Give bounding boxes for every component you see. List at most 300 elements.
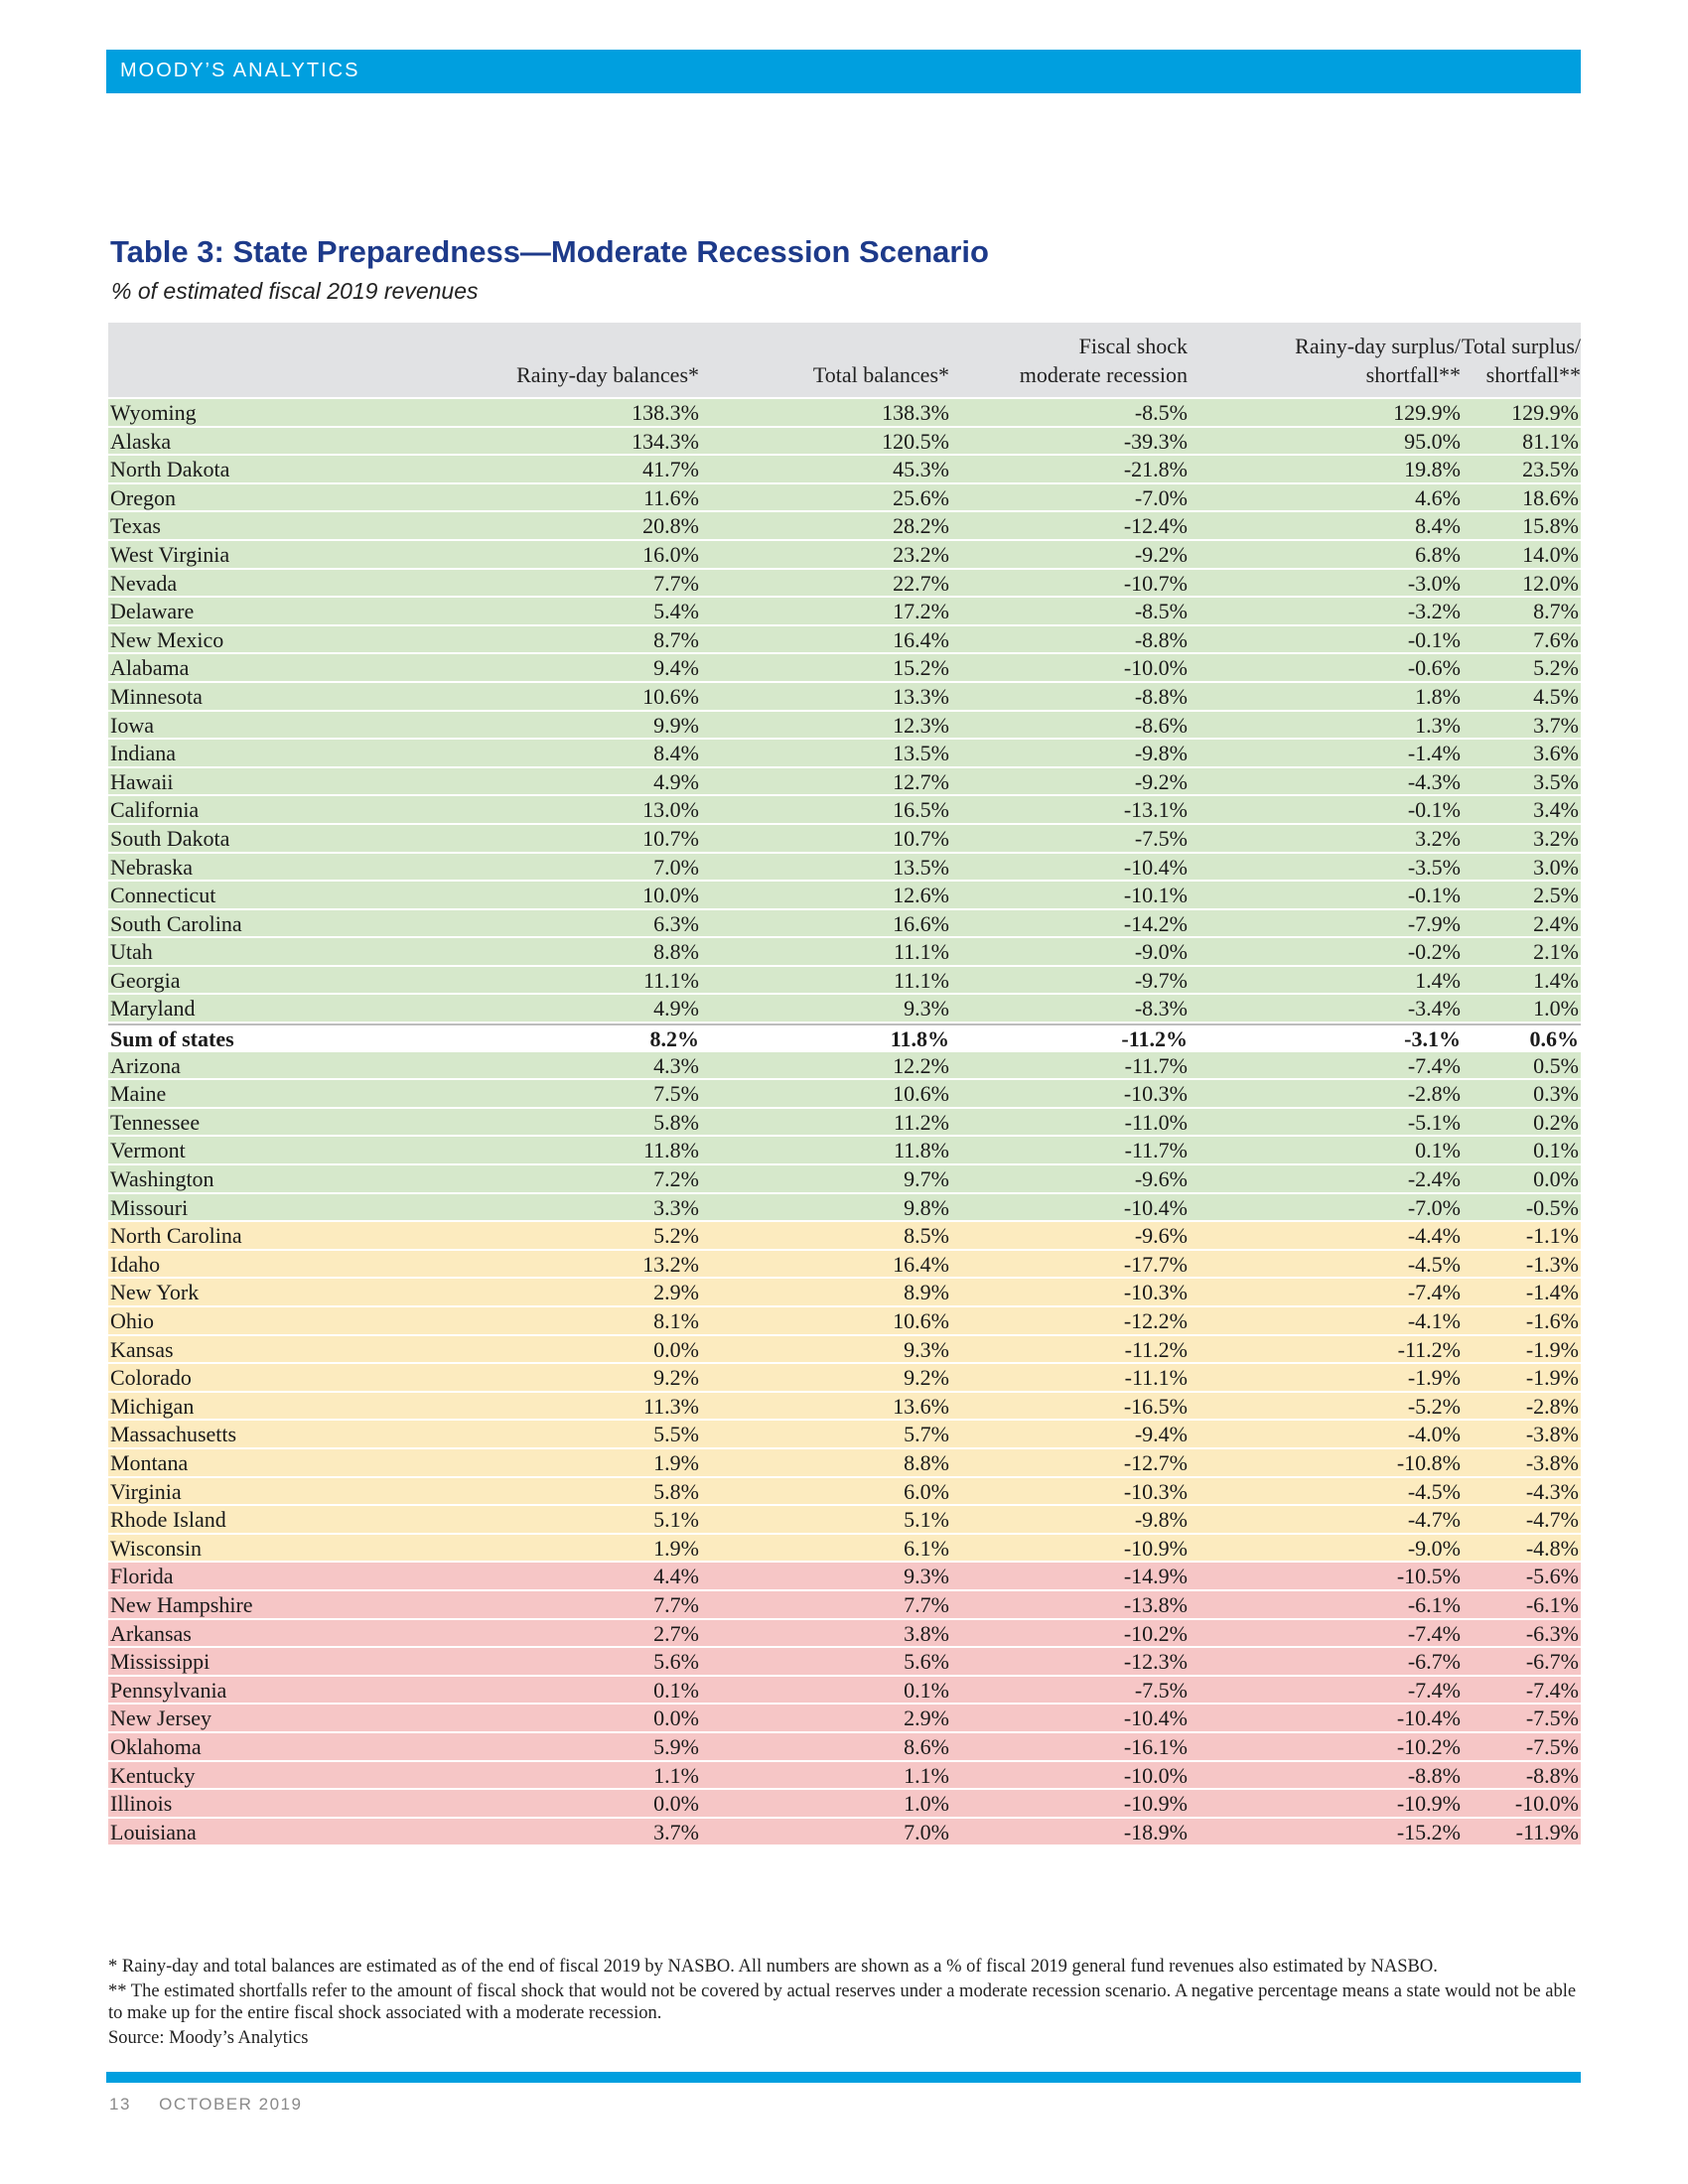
total-surplus-cell: 3.5%: [1533, 768, 1579, 794]
fiscal-shock-cell: -18.9%: [1123, 1819, 1188, 1844]
total-surplus-cell: -3.8%: [1525, 1422, 1579, 1447]
rainy-day-surplus-cell: 0.1%: [1415, 1138, 1461, 1163]
total-balance-cell: 5.7%: [904, 1422, 949, 1447]
rainy-day-surplus-cell: -3.2%: [1407, 599, 1461, 624]
rainy-day-balance-cell: 8.7%: [653, 626, 699, 652]
total-balance-cell: 10.7%: [893, 825, 949, 851]
total-balance-cell: 10.6%: [893, 1308, 949, 1333]
fiscal-shock-cell: -11.7%: [1124, 1138, 1188, 1163]
table-row: [108, 1194, 1581, 1223]
rainy-day-balance-cell: 5.9%: [653, 1733, 699, 1759]
rainy-day-surplus-cell: -5.2%: [1407, 1393, 1461, 1419]
state-name: Minnesota: [110, 683, 203, 709]
total-surplus-cell: -1.4%: [1525, 1280, 1579, 1305]
rainy-day-balance-cell: 5.8%: [653, 1478, 699, 1504]
table-row: [108, 1052, 1581, 1081]
total-balance-cell: 11.1%: [893, 939, 949, 965]
rainy-day-balance-cell: 5.2%: [653, 1223, 699, 1249]
fiscal-shock-cell: -12.3%: [1123, 1649, 1188, 1675]
state-name: Oregon: [110, 484, 176, 510]
state-name: Michigan: [110, 1393, 195, 1419]
total-balance-cell: 9.2%: [904, 1365, 949, 1391]
total-balance-cell: 17.2%: [893, 599, 949, 624]
total-surplus-cell: -7.5%: [1525, 1706, 1579, 1731]
state-name: Indiana: [110, 741, 176, 766]
table-row: [108, 1535, 1581, 1564]
total-surplus-cell: 1.4%: [1533, 967, 1579, 993]
state-name: North Carolina: [110, 1223, 242, 1249]
fiscal-shock-cell: -12.7%: [1123, 1449, 1188, 1475]
total-surplus-cell: 129.9%: [1511, 400, 1579, 425]
total-surplus-cell: -6.7%: [1525, 1649, 1579, 1675]
rainy-day-balance-cell: 134.3%: [632, 428, 699, 454]
state-name: Kentucky: [110, 1762, 196, 1788]
total-surplus-cell: 0.6%: [1529, 1026, 1579, 1052]
state-name: Massachusetts: [110, 1422, 237, 1447]
total-balance-cell: 12.3%: [893, 712, 949, 738]
state-name: West Virginia: [110, 541, 230, 567]
rainy-day-balance-cell: 0.0%: [653, 1706, 699, 1731]
total-surplus-cell: 2.1%: [1533, 939, 1579, 965]
rainy-day-balance-cell: 7.5%: [653, 1081, 699, 1107]
page-title: Table 3: State Preparedness—Moderate Recession Scenario: [110, 234, 989, 269]
table-row: [108, 456, 1581, 484]
rainy-day-balance-cell: 4.9%: [653, 768, 699, 794]
rainy-day-balance-cell: 20.8%: [642, 513, 699, 539]
table-row: [108, 1591, 1581, 1620]
total-balance-cell: 1.1%: [904, 1762, 949, 1788]
table-row: [108, 1222, 1581, 1251]
total-surplus-cell: -1.1%: [1525, 1223, 1579, 1249]
rainy-day-surplus-cell: 95.0%: [1404, 428, 1461, 454]
rainy-day-surplus-cell: -7.4%: [1407, 1620, 1461, 1646]
table-row: [108, 712, 1581, 741]
state-name: Utah: [110, 939, 153, 965]
rainy-day-balance-cell: 5.1%: [653, 1507, 699, 1533]
state-name: Rhode Island: [110, 1507, 226, 1533]
state-name: Kansas: [110, 1336, 174, 1362]
rainy-day-surplus-cell: -4.7%: [1407, 1507, 1461, 1533]
rainy-day-surplus-cell: -10.8%: [1396, 1449, 1461, 1475]
table-row: [108, 428, 1581, 457]
table-row: [108, 854, 1581, 883]
rainy-day-surplus-cell: -4.4%: [1407, 1223, 1461, 1249]
column-header-rainy-day-balances: Rainy-day balances*: [516, 362, 699, 387]
rainy-day-surplus-cell: -4.1%: [1407, 1308, 1461, 1333]
state-name: South Carolina: [110, 910, 242, 936]
rainy-day-surplus-cell: -7.4%: [1407, 1280, 1461, 1305]
rainy-day-surplus-cell: -4.5%: [1407, 1251, 1461, 1277]
header-bar: [106, 50, 1581, 93]
total-surplus-cell: -2.8%: [1525, 1393, 1579, 1419]
total-balance-cell: 6.1%: [904, 1535, 949, 1561]
total-balance-cell: 9.7%: [904, 1166, 949, 1192]
publication-date: OCTOBER 2019: [159, 2095, 303, 2114]
fiscal-shock-cell: -16.1%: [1123, 1733, 1188, 1759]
total-surplus-cell: 3.4%: [1533, 797, 1579, 823]
rainy-day-balance-cell: 11.3%: [642, 1393, 699, 1419]
rainy-day-balance-cell: 8.4%: [653, 741, 699, 766]
total-balance-cell: 10.6%: [893, 1081, 949, 1107]
footer-bar: [106, 2072, 1581, 2083]
total-surplus-cell: 3.2%: [1533, 825, 1579, 851]
fiscal-shock-cell: -9.7%: [1134, 967, 1188, 993]
total-balance-cell: 9.8%: [904, 1194, 949, 1220]
rainy-day-surplus-cell: -6.1%: [1407, 1591, 1461, 1617]
rainy-day-balance-cell: 41.7%: [642, 457, 699, 482]
table-body: [108, 399, 1581, 1846]
table-row: [108, 938, 1581, 967]
total-balance-cell: 16.6%: [893, 910, 949, 936]
rainy-day-surplus-cell: -6.7%: [1407, 1649, 1461, 1675]
fiscal-shock-cell: -10.3%: [1123, 1280, 1188, 1305]
state-name: Montana: [110, 1449, 189, 1475]
fiscal-shock-cell: -11.7%: [1124, 1052, 1188, 1078]
total-surplus-cell: 8.7%: [1533, 599, 1579, 624]
total-balance-cell: 2.9%: [904, 1706, 949, 1731]
table-row: [108, 1307, 1581, 1336]
rainy-day-balance-cell: 1.1%: [653, 1762, 699, 1788]
source-note: Source: Moody’s Analytics: [108, 2028, 309, 2048]
table-row: [108, 1109, 1581, 1138]
total-balance-cell: 12.7%: [893, 768, 949, 794]
column-header-total-balances: Total balances*: [812, 362, 949, 387]
state-name: Wyoming: [110, 400, 197, 425]
total-balance-cell: 11.1%: [893, 967, 949, 993]
total-balance-cell: 12.6%: [893, 883, 949, 908]
rainy-day-surplus-cell: -9.0%: [1407, 1535, 1461, 1561]
rainy-day-surplus-cell: 129.9%: [1393, 400, 1461, 425]
rainy-day-surplus-cell: 1.4%: [1415, 967, 1461, 993]
table-row: [108, 1251, 1581, 1280]
fiscal-shock-cell: -7.0%: [1134, 484, 1188, 510]
state-name: Nebraska: [110, 854, 194, 880]
rainy-day-balance-cell: 8.2%: [649, 1026, 699, 1052]
rainy-day-balance-cell: 7.7%: [653, 570, 699, 596]
footnote-balances: * Rainy-day and total balances are estimated as of the end of fiscal 2019 by NASBO. All numbers are shown as a % of fiscal 2019 general fund revenues also estimated by NASBO.: [108, 1957, 1438, 1977]
fiscal-shock-cell: -7.5%: [1134, 1677, 1188, 1703]
fiscal-shock-cell: -10.4%: [1123, 1706, 1188, 1731]
fiscal-shock-cell: -21.8%: [1123, 457, 1188, 482]
state-name: Tennessee: [110, 1109, 201, 1135]
rainy-day-balance-cell: 1.9%: [653, 1449, 699, 1475]
total-balance-cell: 13.3%: [893, 683, 949, 709]
rainy-day-balance-cell: 16.0%: [642, 541, 699, 567]
rainy-day-balance-cell: 3.3%: [653, 1194, 699, 1220]
fiscal-shock-cell: -9.6%: [1134, 1166, 1188, 1192]
rainy-day-surplus-cell: -7.4%: [1407, 1052, 1461, 1078]
total-balance-cell: 25.6%: [893, 484, 949, 510]
rainy-day-balance-cell: 5.6%: [653, 1649, 699, 1675]
table-row: [108, 1165, 1581, 1194]
total-surplus-cell: 0.1%: [1533, 1138, 1579, 1163]
fiscal-shock-cell: -10.4%: [1123, 1194, 1188, 1220]
state-name: Louisiana: [110, 1819, 197, 1844]
table-row: [108, 399, 1581, 428]
table-row: [108, 1620, 1581, 1649]
rainy-day-surplus-cell: -15.2%: [1396, 1819, 1461, 1844]
table-row: [108, 1336, 1581, 1365]
total-balance-cell: 8.9%: [904, 1280, 949, 1305]
table-row: [108, 1705, 1581, 1733]
rainy-day-surplus-cell: -0.1%: [1407, 797, 1461, 823]
fiscal-shock-cell: -10.7%: [1123, 570, 1188, 596]
total-balance-cell: 9.3%: [904, 1564, 949, 1589]
fiscal-shock-cell: -8.3%: [1134, 996, 1188, 1022]
total-surplus-cell: -1.9%: [1525, 1365, 1579, 1391]
table-row-sum: [108, 1024, 1581, 1052]
state-name: Vermont: [110, 1138, 186, 1163]
fiscal-shock-cell: -9.2%: [1134, 768, 1188, 794]
state-name: Nevada: [110, 570, 178, 596]
total-balance-cell: 13.5%: [893, 854, 949, 880]
state-name: Delaware: [110, 599, 195, 624]
rainy-day-surplus-cell: -0.1%: [1407, 883, 1461, 908]
state-name: Pennsylvania: [110, 1677, 227, 1703]
state-name: Texas: [110, 513, 161, 539]
page-subtitle: % of estimated fiscal 2019 revenues: [111, 278, 479, 304]
total-surplus-cell: 2.5%: [1533, 883, 1579, 908]
fiscal-shock-cell: -8.6%: [1134, 712, 1188, 738]
table-row: [108, 995, 1581, 1024]
rainy-day-balance-cell: 7.0%: [653, 854, 699, 880]
rainy-day-balance-cell: 8.1%: [653, 1308, 699, 1333]
rainy-day-balance-cell: 5.5%: [653, 1422, 699, 1447]
fiscal-shock-cell: -10.4%: [1123, 854, 1188, 880]
total-surplus-cell: -4.8%: [1525, 1535, 1579, 1561]
fiscal-shock-cell: -12.4%: [1123, 513, 1188, 539]
total-surplus-cell: -0.5%: [1525, 1194, 1579, 1220]
rainy-day-surplus-cell: -7.9%: [1407, 910, 1461, 936]
total-balance-cell: 8.6%: [904, 1733, 949, 1759]
table-row: [108, 598, 1581, 626]
fiscal-shock-cell: -9.8%: [1134, 741, 1188, 766]
state-name: Virginia: [110, 1478, 182, 1504]
state-name: North Dakota: [110, 457, 230, 482]
table-row: [108, 1563, 1581, 1591]
fiscal-shock-cell: -11.0%: [1124, 1109, 1188, 1135]
table-row: [108, 1819, 1581, 1847]
table-row: [108, 570, 1581, 599]
table-row: [108, 1364, 1581, 1393]
total-balance-cell: 45.3%: [893, 457, 949, 482]
state-name: Hawaii: [110, 768, 174, 794]
total-surplus-cell: -1.6%: [1525, 1308, 1579, 1333]
footnotes: [108, 1956, 1581, 2052]
total-surplus-cell: -7.4%: [1525, 1677, 1579, 1703]
fiscal-shock-cell: -8.8%: [1134, 683, 1188, 709]
state-name: Arkansas: [110, 1620, 192, 1646]
fiscal-shock-cell: -9.2%: [1134, 541, 1188, 567]
total-balance-cell: 16.4%: [893, 626, 949, 652]
rainy-day-surplus-cell: -0.2%: [1407, 939, 1461, 965]
total-balance-cell: 6.0%: [904, 1478, 949, 1504]
state-name: Wisconsin: [110, 1535, 202, 1561]
total-surplus-cell: -6.3%: [1525, 1620, 1579, 1646]
state-name: New Jersey: [110, 1706, 212, 1731]
table-row: [108, 541, 1581, 570]
rainy-day-surplus-cell: 1.8%: [1415, 683, 1461, 709]
total-balance-cell: 9.3%: [904, 1336, 949, 1362]
table-row: [108, 796, 1581, 825]
rainy-day-surplus-cell: -2.8%: [1407, 1081, 1461, 1107]
fiscal-shock-cell: -9.0%: [1134, 939, 1188, 965]
state-name: Maryland: [110, 996, 196, 1022]
table-row: [108, 1733, 1581, 1762]
state-name: Missouri: [110, 1194, 189, 1220]
total-surplus-cell: -11.9%: [1515, 1819, 1579, 1844]
table-row: [108, 1393, 1581, 1422]
fiscal-shock-cell: -10.9%: [1123, 1791, 1188, 1817]
table-row: [108, 825, 1581, 854]
rainy-day-balance-cell: 6.3%: [653, 910, 699, 936]
total-surplus-cell: 0.3%: [1533, 1081, 1579, 1107]
rainy-day-surplus-cell: 8.4%: [1415, 513, 1461, 539]
fiscal-shock-cell: -10.9%: [1123, 1535, 1188, 1561]
fiscal-shock-cell: -10.0%: [1123, 655, 1188, 681]
table-row: [108, 1790, 1581, 1819]
fiscal-shock-cell: -39.3%: [1123, 428, 1188, 454]
state-name: California: [110, 797, 200, 823]
rainy-day-balance-cell: 10.6%: [642, 683, 699, 709]
table-row: [108, 1449, 1581, 1478]
fiscal-shock-cell: -10.2%: [1123, 1620, 1188, 1646]
total-surplus-cell: 14.0%: [1522, 541, 1579, 567]
table-row: [108, 683, 1581, 712]
column-header-fiscal-shock: Fiscal shock moderate recession: [1019, 334, 1188, 387]
rainy-day-balance-cell: 11.8%: [642, 1138, 699, 1163]
state-name: Mississippi: [110, 1649, 211, 1675]
table-row: [108, 484, 1581, 513]
rainy-day-surplus-cell: -0.1%: [1407, 626, 1461, 652]
table-row: [108, 1137, 1581, 1165]
total-balance-cell: 22.7%: [893, 570, 949, 596]
rainy-day-balance-cell: 9.9%: [653, 712, 699, 738]
rainy-day-balance-cell: 2.7%: [653, 1620, 699, 1646]
preparedness-table: [108, 323, 1581, 1846]
total-surplus-cell: 0.2%: [1533, 1109, 1579, 1135]
table-row: [108, 882, 1581, 910]
total-surplus-cell: -1.9%: [1525, 1336, 1579, 1362]
table-row: [108, 1677, 1581, 1706]
rainy-day-surplus-cell: -5.1%: [1407, 1109, 1461, 1135]
total-balance-cell: 13.5%: [893, 741, 949, 766]
rainy-day-surplus-cell: -10.4%: [1396, 1706, 1461, 1731]
state-name: Iowa: [110, 712, 154, 738]
rainy-day-balance-cell: 13.0%: [642, 797, 699, 823]
total-surplus-cell: 1.0%: [1533, 996, 1579, 1022]
fiscal-shock-cell: -7.5%: [1134, 825, 1188, 851]
total-balance-cell: 16.5%: [893, 797, 949, 823]
fiscal-shock-cell: -12.2%: [1123, 1308, 1188, 1333]
total-balance-cell: 8.8%: [904, 1449, 949, 1475]
rainy-day-balance-cell: 2.9%: [653, 1280, 699, 1305]
rainy-day-balance-cell: 138.3%: [632, 400, 699, 425]
rainy-day-balance-cell: 4.3%: [653, 1052, 699, 1078]
rainy-day-balance-cell: 4.4%: [653, 1564, 699, 1589]
total-surplus-cell: 7.6%: [1533, 626, 1579, 652]
fiscal-shock-cell: -8.5%: [1134, 599, 1188, 624]
rainy-day-surplus-cell: -3.5%: [1407, 854, 1461, 880]
rainy-day-balance-cell: 10.7%: [642, 825, 699, 851]
table-row: [108, 1506, 1581, 1535]
state-name: New York: [110, 1280, 200, 1305]
rainy-day-balance-cell: 3.7%: [653, 1819, 699, 1844]
rainy-day-balance-cell: 7.7%: [653, 1591, 699, 1617]
total-balance-cell: 0.1%: [904, 1677, 949, 1703]
total-balance-cell: 138.3%: [882, 400, 949, 425]
table-row: [108, 1478, 1581, 1507]
total-surplus-cell: 3.7%: [1533, 712, 1579, 738]
total-balance-cell: 15.2%: [893, 655, 949, 681]
state-name: Maine: [110, 1081, 167, 1107]
table-row: [108, 1080, 1581, 1109]
total-surplus-cell: -4.7%: [1525, 1507, 1579, 1533]
total-surplus-cell: -10.0%: [1514, 1791, 1579, 1817]
rainy-day-surplus-cell: 6.8%: [1415, 541, 1461, 567]
total-surplus-cell: 3.6%: [1533, 741, 1579, 766]
total-surplus-cell: 81.1%: [1522, 428, 1579, 454]
table-row: [108, 654, 1581, 683]
total-balance-cell: 7.7%: [904, 1591, 949, 1617]
total-balance-cell: 8.5%: [904, 1223, 949, 1249]
table-row: [108, 967, 1581, 996]
total-surplus-cell: 0.0%: [1533, 1166, 1579, 1192]
table-header: [108, 323, 1581, 399]
total-surplus-cell: 18.6%: [1522, 484, 1579, 510]
fiscal-shock-cell: -8.8%: [1134, 626, 1188, 652]
rainy-day-balance-cell: 5.8%: [653, 1109, 699, 1135]
rainy-day-surplus-cell: -7.0%: [1407, 1194, 1461, 1220]
fiscal-shock-cell: -8.5%: [1134, 400, 1188, 425]
fiscal-shock-cell: -11.2%: [1124, 1336, 1188, 1362]
table-row: [108, 740, 1581, 768]
fiscal-shock-cell: -10.1%: [1123, 883, 1188, 908]
rainy-day-balance-cell: 1.9%: [653, 1535, 699, 1561]
rainy-day-balance-cell: 0.1%: [653, 1677, 699, 1703]
table-row: [108, 1648, 1581, 1677]
page-number: 13: [109, 2095, 131, 2114]
total-balance-cell: 16.4%: [893, 1251, 949, 1277]
rainy-day-balance-cell: 11.1%: [642, 967, 699, 993]
rainy-day-surplus-cell: -2.4%: [1407, 1166, 1461, 1192]
rainy-day-surplus-cell: -7.4%: [1407, 1677, 1461, 1703]
fiscal-shock-cell: -9.8%: [1134, 1507, 1188, 1533]
rainy-day-balance-cell: 9.2%: [653, 1365, 699, 1391]
rainy-day-balance-cell: 7.2%: [653, 1166, 699, 1192]
state-name: Florida: [110, 1564, 174, 1589]
fiscal-shock-cell: -16.5%: [1123, 1393, 1188, 1419]
total-balance-cell: 28.2%: [893, 513, 949, 539]
column-header-rainy-day-surplus: Rainy-day surplus/ shortfall**: [1295, 334, 1461, 387]
total-balance-cell: 11.8%: [890, 1026, 949, 1052]
total-surplus-cell: -4.3%: [1525, 1478, 1579, 1504]
rainy-day-surplus-cell: -0.6%: [1407, 655, 1461, 681]
state-name: Sum of states: [110, 1026, 234, 1052]
total-surplus-cell: 0.5%: [1533, 1052, 1579, 1078]
state-name: Georgia: [110, 967, 181, 993]
table-row: [108, 626, 1581, 655]
rainy-day-balance-cell: 11.6%: [642, 484, 699, 510]
state-name: Alabama: [110, 655, 190, 681]
rainy-day-surplus-cell: 3.2%: [1415, 825, 1461, 851]
table-row: [108, 910, 1581, 939]
state-name: Washington: [110, 1166, 214, 1192]
total-balance-cell: 1.0%: [904, 1791, 949, 1817]
rainy-day-surplus-cell: -1.9%: [1407, 1365, 1461, 1391]
fiscal-shock-cell: -14.2%: [1123, 910, 1188, 936]
rainy-day-surplus-cell: -3.1%: [1404, 1026, 1461, 1052]
